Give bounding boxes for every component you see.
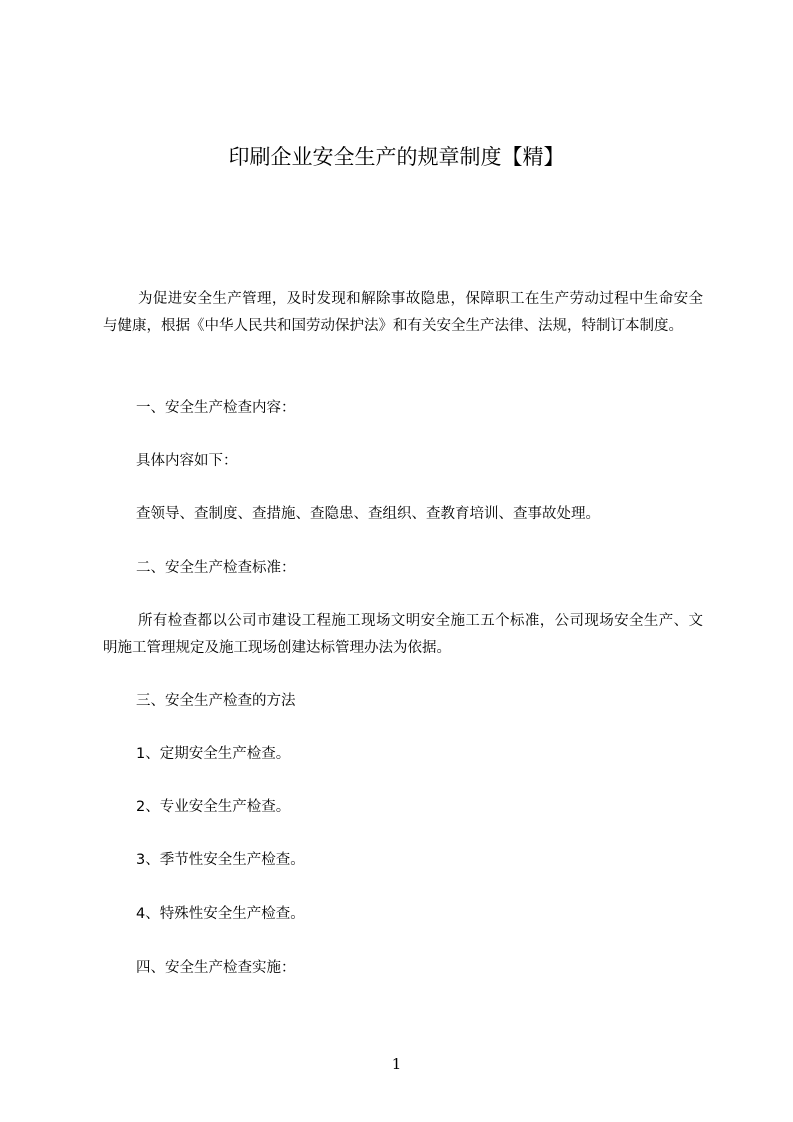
- section1-heading: 一、安全生产检查内容：: [136, 400, 296, 416]
- section3-heading: 三、安全生产检查的方法: [136, 693, 296, 709]
- section4-heading: 四、安全生产检查实施：: [136, 960, 296, 976]
- method-item-3: 3、季节性安全生产检查。: [136, 852, 305, 868]
- page-number: 1: [391, 1055, 402, 1073]
- section1-lead: 具体内容如下：: [136, 453, 238, 469]
- method-item-4: 4、特殊性安全生产检查。: [136, 906, 305, 922]
- method-item-2: 2、专业安全生产检查。: [136, 799, 291, 815]
- section2-heading: 二、安全生产检查标准：: [136, 560, 296, 576]
- intro-paragraph: 为促进安全生产管理，及时发现和解除事故隐患，保障职工在生产劳动过程中生命安全与健康，根据《中华人民共和国劳动保护法》和有关安全生产法律、法规，特制订本制度。: [103, 291, 703, 334]
- method-item-1: 1、定期安全生产检查。: [136, 746, 291, 762]
- document-title: 印刷企业安全生产的规章制度【精】: [228, 145, 565, 169]
- section2-paragraph: 所有检查都以公司市建设工程施工现场文明安全施工五个标准，公司现场安全生产、文明施工管理规定及施工现场创建达标管理办法为依据。: [103, 613, 703, 656]
- section1-items: 查领导、查制度、查措施、查隐患、查组织、查教育培训、查事故处理。: [136, 506, 600, 522]
